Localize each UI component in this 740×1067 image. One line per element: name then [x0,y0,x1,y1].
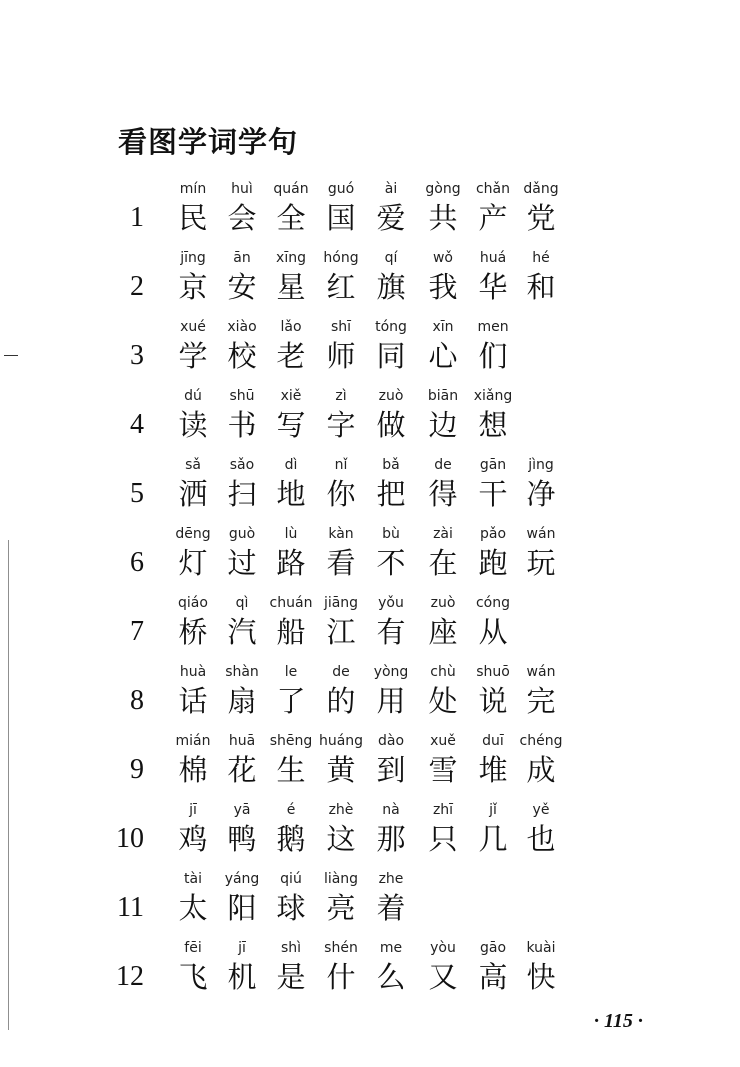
hanzi: 只 [428,822,458,856]
pinyin: shàn [225,664,259,680]
hanzi: 星 [276,270,306,304]
vocab-item [416,663,470,719]
hanzi: 生 [276,753,306,787]
pinyin: zuò [430,595,456,611]
vocab-item [264,801,318,857]
hanzi: 什 [326,960,356,994]
hanzi: 会 [227,201,257,235]
vocab-item [166,180,220,236]
hanzi: 太 [178,891,208,925]
pinyin: wán [526,526,556,542]
vocab-item [264,594,318,650]
vocab-item [416,732,470,788]
pinyin: huáng [318,733,364,749]
row-number: 6 [130,547,144,578]
row-number: 12 [116,961,144,992]
hanzi: 全 [276,201,306,235]
pinyin: zhe [378,871,404,887]
vocab-item [215,318,269,374]
hanzi: 那 [376,822,406,856]
hanzi: 有 [376,615,406,649]
pinyin: qì [235,595,249,611]
vocab-row [0,318,740,387]
hanzi: 灯 [178,546,208,580]
pinyin: lù [284,526,298,542]
row-number: 8 [130,685,144,716]
hanzi: 旗 [376,270,406,304]
vocab-item [466,732,520,788]
pinyin: tài [184,871,202,887]
pinyin: le [284,664,298,680]
pinyin: sǎo [229,457,255,473]
hanzi: 过 [227,546,257,580]
hanzi: 江 [326,615,356,649]
vocab-item [314,180,368,236]
pinyin: zhè [328,802,354,818]
vocab-item [364,387,418,443]
vocab-item [215,939,269,995]
vocab-item [215,594,269,650]
vocab-item [314,939,368,995]
vocab-item [364,318,418,374]
row-number: 5 [130,478,144,509]
pinyin: me [379,940,403,956]
hanzi: 校 [227,339,257,373]
vocab-item [416,525,470,581]
vocab-item [264,663,318,719]
row-number: 3 [130,340,144,371]
vocab-item [215,801,269,857]
pinyin: shī [330,319,352,335]
vocab-item [166,801,220,857]
pinyin: shū [229,388,255,404]
hanzi: 飞 [178,960,208,994]
pinyin: chù [430,664,456,680]
vocab-item [314,663,368,719]
vocab-item [514,456,568,512]
pinyin: biān [427,388,459,404]
vocab-item [314,594,368,650]
hanzi: 写 [276,408,306,442]
hanzi: 字 [326,408,356,442]
vocab-item [166,387,220,443]
vocab-item [314,525,368,581]
vocab-item [166,732,220,788]
pinyin: kuài [526,940,556,956]
pinyin: é [286,802,296,818]
page-title: 看图学词学句 [118,125,299,159]
vocab-item [215,249,269,305]
row-number: 9 [130,754,144,785]
vocab-item [264,870,318,926]
pinyin: ān [233,250,251,266]
hanzi: 在 [428,546,458,580]
hanzi: 到 [376,753,406,787]
hanzi: 华 [478,270,508,304]
vocab-row [0,525,740,594]
pinyin: qí [384,250,398,266]
pinyin: mín [179,181,207,197]
vocab-item [215,387,269,443]
pinyin: duī [482,733,504,749]
hanzi: 看 [326,546,356,580]
pinyin: xué [180,319,206,335]
pinyin: hóng [323,250,359,266]
vocab-item [166,456,220,512]
vocab-item [264,318,318,374]
hanzi: 不 [376,546,406,580]
hanzi: 学 [178,339,208,373]
vocabulary-list [0,180,740,1008]
pinyin: chuán [269,595,313,611]
hanzi: 边 [428,408,458,442]
vocab-item [364,663,418,719]
hanzi: 高 [478,960,508,994]
pinyin: yě [532,802,550,818]
hanzi: 和 [526,270,556,304]
pinyin: huà [179,664,207,680]
pinyin: ài [384,181,398,197]
vocab-item [215,525,269,581]
vocab-item [416,318,470,374]
hanzi: 了 [276,684,306,718]
vocab-item [166,939,220,995]
scan-mark [4,355,18,356]
vocab-item [314,249,368,305]
pinyin: huā [228,733,256,749]
vocab-item [514,525,568,581]
row-number: 11 [117,892,144,923]
pinyin: zuò [378,388,404,404]
vocab-item [314,387,368,443]
vocab-item [264,180,318,236]
vocab-item [314,318,368,374]
pinyin: jīng [180,250,206,266]
pinyin: jiāng [323,595,359,611]
vocab-item [466,456,520,512]
pinyin: bǎ [382,457,400,473]
hanzi: 把 [376,477,406,511]
hanzi: 老 [276,339,306,373]
vocab-item [514,801,568,857]
hanzi: 党 [526,201,556,235]
pinyin: zài [433,526,453,542]
pinyin: tóng [375,319,407,335]
vocab-row [0,594,740,663]
vocab-item [215,732,269,788]
vocab-item [466,525,520,581]
vocab-item [466,387,520,443]
vocab-item [416,801,470,857]
pinyin: yǒu [378,595,404,611]
pinyin: zì [335,388,347,404]
hanzi: 话 [178,684,208,718]
pinyin: bù [382,526,400,542]
hanzi: 黄 [326,753,356,787]
pinyin: dú [184,388,202,404]
pinyin: xiǎng [473,388,513,404]
hanzi: 这 [326,822,356,856]
hanzi: 完 [526,684,556,718]
row-number: 2 [130,271,144,302]
pinyin: shēng [269,733,313,749]
vocab-item [166,249,220,305]
vocab-row [0,249,740,318]
pinyin: de [332,664,350,680]
pinyin: nǐ [334,457,348,473]
vocab-item [514,663,568,719]
hanzi: 堆 [478,753,508,787]
pinyin: xīng [276,250,306,266]
hanzi: 们 [478,339,508,373]
scan-edge-line [8,540,9,1030]
hanzi: 书 [227,408,257,442]
vocab-item [364,801,418,857]
pinyin: pǎo [479,526,507,542]
hanzi: 雪 [428,753,458,787]
hanzi: 棉 [178,753,208,787]
hanzi: 汽 [227,615,257,649]
pinyin: mián [175,733,211,749]
pinyin: gān [479,457,507,473]
hanzi: 干 [478,477,508,511]
pinyin: dēng [175,526,211,542]
pinyin: yòu [430,940,456,956]
pinyin: yā [233,802,251,818]
hanzi: 产 [478,201,508,235]
row-number: 10 [116,823,144,854]
pinyin: hé [532,250,550,266]
vocab-item [264,456,318,512]
hanzi: 民 [178,201,208,235]
pinyin: wán [526,664,556,680]
vocab-item [514,180,568,236]
hanzi: 从 [478,615,508,649]
vocab-item [416,249,470,305]
hanzi: 座 [428,615,458,649]
hanzi: 几 [478,822,508,856]
row-number: 4 [130,409,144,440]
vocab-item [215,456,269,512]
pinyin: jī [238,940,246,956]
vocab-item [364,594,418,650]
pinyin: dì [284,457,298,473]
vocab-item [416,594,470,650]
pinyin: quán [273,181,309,197]
pinyin: dào [377,733,405,749]
vocab-item [466,801,520,857]
pinyin: wǒ [432,250,453,266]
hanzi: 快 [526,960,556,994]
vocab-item [466,249,520,305]
vocab-item [314,870,368,926]
hanzi: 国 [326,201,356,235]
hanzi: 说 [478,684,508,718]
vocab-item [166,663,220,719]
hanzi: 读 [178,408,208,442]
hanzi: 得 [428,477,458,511]
hanzi: 路 [276,546,306,580]
vocab-row [0,870,740,939]
hanzi: 成 [526,753,556,787]
pinyin: xiě [280,388,302,404]
vocab-item [416,456,470,512]
vocab-row [0,732,740,801]
vocab-row [0,387,740,456]
hanzi: 你 [326,477,356,511]
pinyin: jìng [528,457,554,473]
pinyin: de [434,457,452,473]
vocab-item [264,939,318,995]
hanzi: 玩 [526,546,556,580]
vocab-row [0,663,740,732]
vocab-item [264,732,318,788]
pinyin: xiào [227,319,257,335]
vocab-item [514,249,568,305]
hanzi: 的 [326,684,356,718]
hanzi: 我 [428,270,458,304]
hanzi: 船 [276,615,306,649]
vocab-item [364,525,418,581]
hanzi: 桥 [178,615,208,649]
hanzi: 又 [428,960,458,994]
hanzi: 也 [526,822,556,856]
hanzi: 亮 [326,891,356,925]
pinyin: sǎ [185,457,201,473]
vocab-item [364,249,418,305]
vocab-row [0,180,740,249]
hanzi: 安 [227,270,257,304]
vocab-item [416,387,470,443]
vocab-item [416,180,470,236]
vocab-item [466,663,520,719]
vocab-item [314,456,368,512]
pinyin: dǎng [523,181,559,197]
hanzi: 扫 [227,477,257,511]
vocab-item [166,594,220,650]
hanzi: 师 [326,339,356,373]
pinyin: men [477,319,509,335]
vocab-item [514,732,568,788]
vocab-item [264,387,318,443]
vocab-item [466,180,520,236]
vocab-item [466,594,520,650]
vocab-item [514,939,568,995]
vocab-item [215,663,269,719]
vocab-item [314,732,368,788]
pinyin: jī [189,802,197,818]
vocab-item [215,870,269,926]
pinyin: liàng [323,871,359,887]
pinyin: chǎn [475,181,511,197]
row-number: 1 [130,202,144,233]
vocab-item [166,525,220,581]
hanzi: 是 [276,960,306,994]
pinyin: gāo [479,940,507,956]
hanzi: 红 [326,270,356,304]
pinyin: jǐ [489,802,497,818]
hanzi: 机 [227,960,257,994]
pinyin: yáng [224,871,260,887]
row-number: 7 [130,616,144,647]
pinyin: guó [327,181,355,197]
hanzi: 洒 [178,477,208,511]
vocab-item [364,870,418,926]
hanzi: 鹅 [276,822,306,856]
vocab-row [0,456,740,525]
pinyin: xuě [430,733,456,749]
hanzi: 鸡 [178,822,208,856]
hanzi: 么 [376,960,406,994]
hanzi: 着 [376,891,406,925]
hanzi: 阳 [227,891,257,925]
hanzi: 扇 [227,684,257,718]
hanzi: 处 [428,684,458,718]
hanzi: 同 [376,339,406,373]
pinyin: qiú [280,871,302,887]
hanzi: 鸭 [227,822,257,856]
vocab-row [0,801,740,870]
vocab-item [364,732,418,788]
pinyin: yòng [373,664,409,680]
pinyin: guò [228,526,256,542]
hanzi: 地 [276,477,306,511]
hanzi: 共 [428,201,458,235]
page-number: · 115 · [594,1010,643,1032]
hanzi: 做 [376,408,406,442]
vocab-item [264,525,318,581]
pinyin: nà [382,802,400,818]
pinyin: chéng [519,733,563,749]
pinyin: xīn [432,319,454,335]
vocab-item [466,939,520,995]
vocab-item [364,456,418,512]
pinyin: gòng [425,181,461,197]
pinyin: fēi [184,940,202,956]
vocab-item [314,801,368,857]
hanzi: 花 [227,753,257,787]
pinyin: lǎo [280,319,302,335]
vocab-item [466,318,520,374]
hanzi: 用 [376,684,406,718]
hanzi: 京 [178,270,208,304]
hanzi: 跑 [478,546,508,580]
pinyin: cóng [475,595,511,611]
vocab-item [364,180,418,236]
pinyin: shuō [476,664,510,680]
hanzi: 心 [428,339,458,373]
pinyin: qiáo [178,595,208,611]
hanzi: 球 [276,891,306,925]
vocab-item [264,249,318,305]
hanzi: 爱 [376,201,406,235]
vocab-item [416,939,470,995]
pinyin: shén [324,940,358,956]
pinyin: huì [231,181,253,197]
pinyin: huá [479,250,507,266]
pinyin: kàn [328,526,354,542]
vocab-item [166,318,220,374]
vocab-item [166,870,220,926]
hanzi: 净 [526,477,556,511]
vocab-item [364,939,418,995]
vocab-row [0,939,740,1008]
vocab-item [215,180,269,236]
pinyin: zhī [432,802,454,818]
hanzi: 想 [478,408,508,442]
pinyin: shì [280,940,302,956]
